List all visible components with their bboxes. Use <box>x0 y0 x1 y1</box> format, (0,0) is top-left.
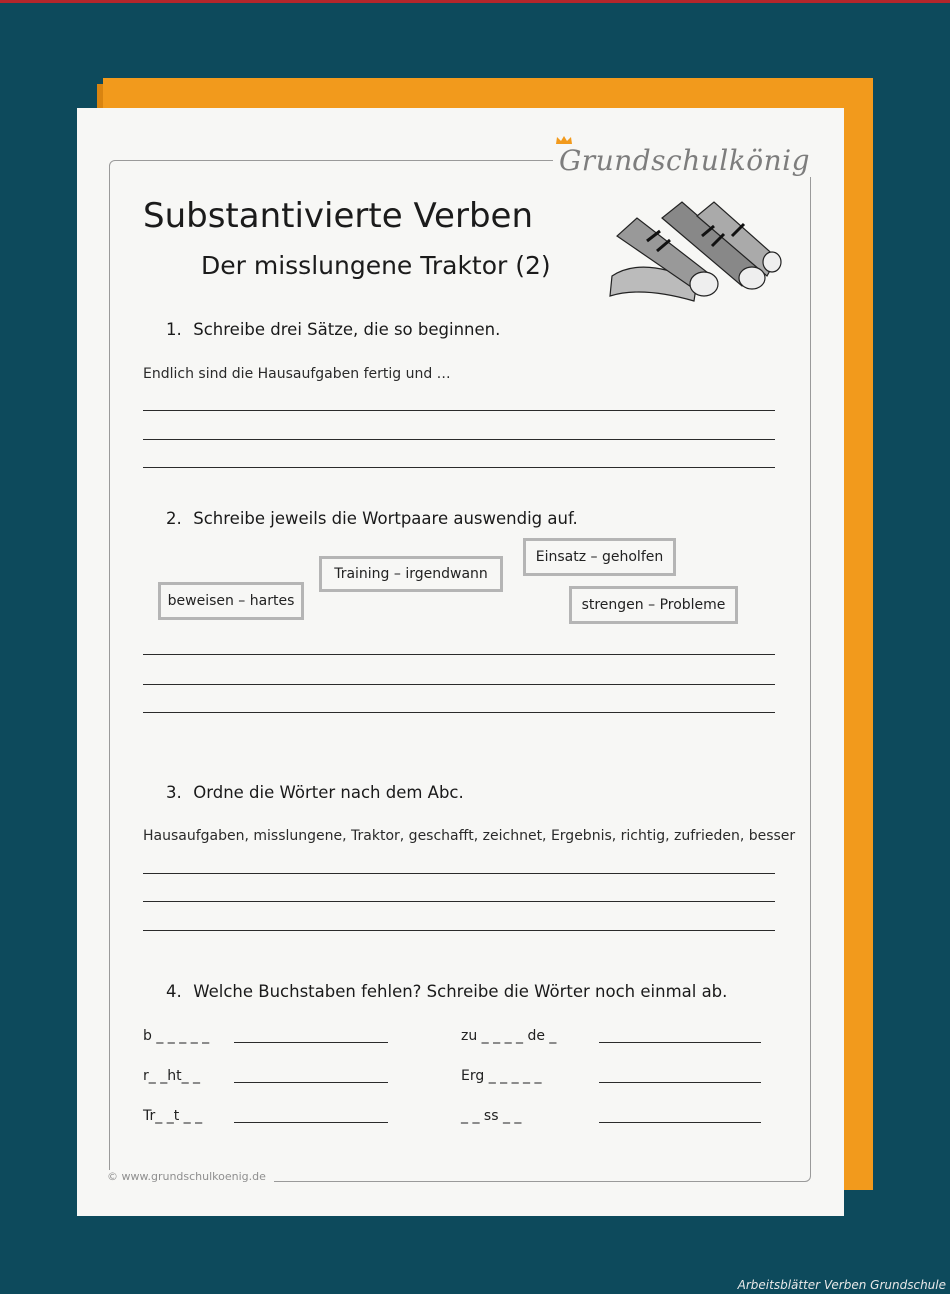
writing-line <box>143 467 775 468</box>
writing-line <box>143 712 775 713</box>
gap-word: _ _ ss _ _ <box>461 1108 522 1124</box>
task-3-heading: 3. Ordne die Wörter nach dem Abc. <box>166 783 464 802</box>
task-1-sentence-start: Endlich sind die Hausaufgaben fertig und … <box>143 366 451 382</box>
worksheet-frame <box>109 160 811 1182</box>
writing-line <box>143 439 775 440</box>
top-border <box>0 0 950 3</box>
writing-line <box>143 654 775 655</box>
writing-line <box>143 901 775 902</box>
worksheet-subtitle: Der misslungene Traktor (2) <box>201 251 551 280</box>
writing-line <box>143 410 775 411</box>
copyright-notice: © www.grundschulkoenig.de <box>107 1170 274 1183</box>
gap-word: b _ _ _ _ _ <box>143 1028 210 1044</box>
brand-logo <box>553 144 816 177</box>
answer-line <box>234 1122 388 1123</box>
writing-line <box>143 930 775 931</box>
crown-icon <box>555 135 573 145</box>
task-3-word-list: Hausaufgaben, misslungene, Traktor, geschafft, zeichnet, Ergebnis, richtig, zufrieden, besser <box>143 828 796 844</box>
answer-line <box>234 1042 388 1043</box>
gap-word: Erg _ _ _ _ _ <box>461 1068 542 1084</box>
worksheet-title: Substantivierte Verben <box>143 196 534 236</box>
task-2-heading: 2. Schreibe jeweils die Wortpaare auswendig auf. <box>166 509 578 528</box>
brand-logo-text: Grundschulkönig <box>558 144 810 177</box>
image-caption: Arbeitsblätter Verben Grundschule <box>737 1278 946 1292</box>
answer-line <box>234 1082 388 1083</box>
answer-line <box>599 1082 761 1083</box>
word-pair-card: Training – irgendwann <box>319 556 503 592</box>
task-1-heading: 1. Schreibe drei Sätze, die so beginnen. <box>166 320 501 339</box>
writing-line <box>143 684 775 685</box>
word-pair-card: beweisen – hartes <box>158 582 304 620</box>
word-pair-card: strengen – Probleme <box>569 586 738 624</box>
gap-word: r_ _ht_ _ <box>143 1068 201 1084</box>
gap-word: zu _ _ _ _ de _ <box>461 1028 557 1044</box>
gap-word: Tr_ _t _ _ <box>143 1108 203 1124</box>
writing-line <box>143 873 775 874</box>
answer-line <box>599 1122 761 1123</box>
worksheet-page <box>77 108 844 1216</box>
answer-line <box>599 1042 761 1043</box>
task-4-heading: 4. Welche Buchstaben fehlen? Schreibe die Wörter noch einmal ab. <box>166 982 728 1001</box>
word-pair-card: Einsatz – geholfen <box>523 538 676 576</box>
bundles-of-sticks-icon <box>602 196 782 306</box>
